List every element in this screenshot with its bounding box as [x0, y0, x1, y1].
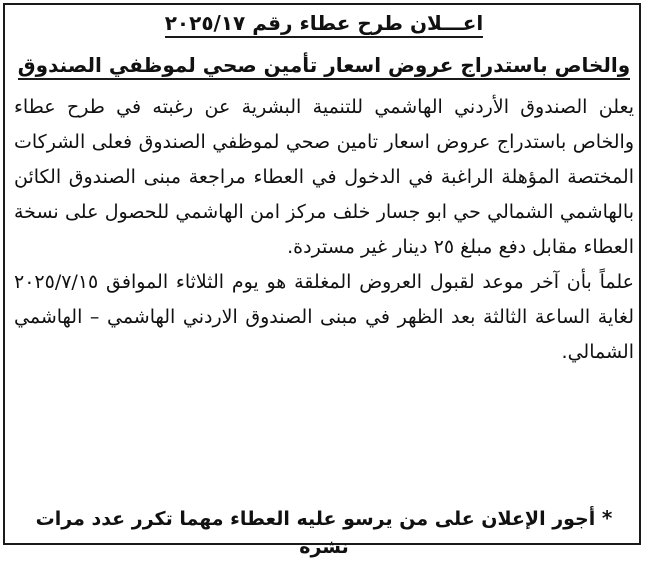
- notice-title-text: اعـــلان طرح عطاء رقم ٢٠٢٥/١٧: [165, 11, 484, 38]
- notice-footer-text: أجور الإعلان على من يرسو عليه العطاء مهما تكرر عدد مرات نشره: [35, 508, 596, 558]
- notice-title: [14, 8, 634, 42]
- notice-body: [14, 90, 634, 370]
- notice-paragraph-2: علماً بأن آخر موعد لقبول العروض المغلقة هو يوم الثلاثاء الموافق ٢٠٢٥/٧/١٥ لغاية الساعة الثالثة بعد الظهر في مبنى الصندوق الاردني الهاشمي – الهاشمي الشمالي.: [14, 271, 634, 363]
- notice-content: [14, 8, 634, 370]
- notice-subtitle: [14, 50, 634, 86]
- notice-footer: [10, 504, 638, 561]
- asterisk-icon: *: [601, 506, 613, 530]
- notice-paragraph-1: يعلن الصندوق الأردني الهاشمي للتنمية البشرية عن رغبته في طرح عطاء والخاص باستدراج عروض اسعار تامين صحي لموظفي الصندوق فعلى الشركات المختصة المؤهلة الراغبة في الدخول في العطاء مراجعة مبنى الصندوق الكائن بالهاشمي الشمالي حي ابو جسار خلف مركز امن الهاشمي للحصول على نسخة العطاء مقابل دفع مبلغ ٢٥ دينار غير مستردة.: [14, 96, 634, 258]
- notice-subtitle-text: والخاص باستدراج عروض اسعار تأمين صحي لموظفي الصندوق: [18, 53, 630, 80]
